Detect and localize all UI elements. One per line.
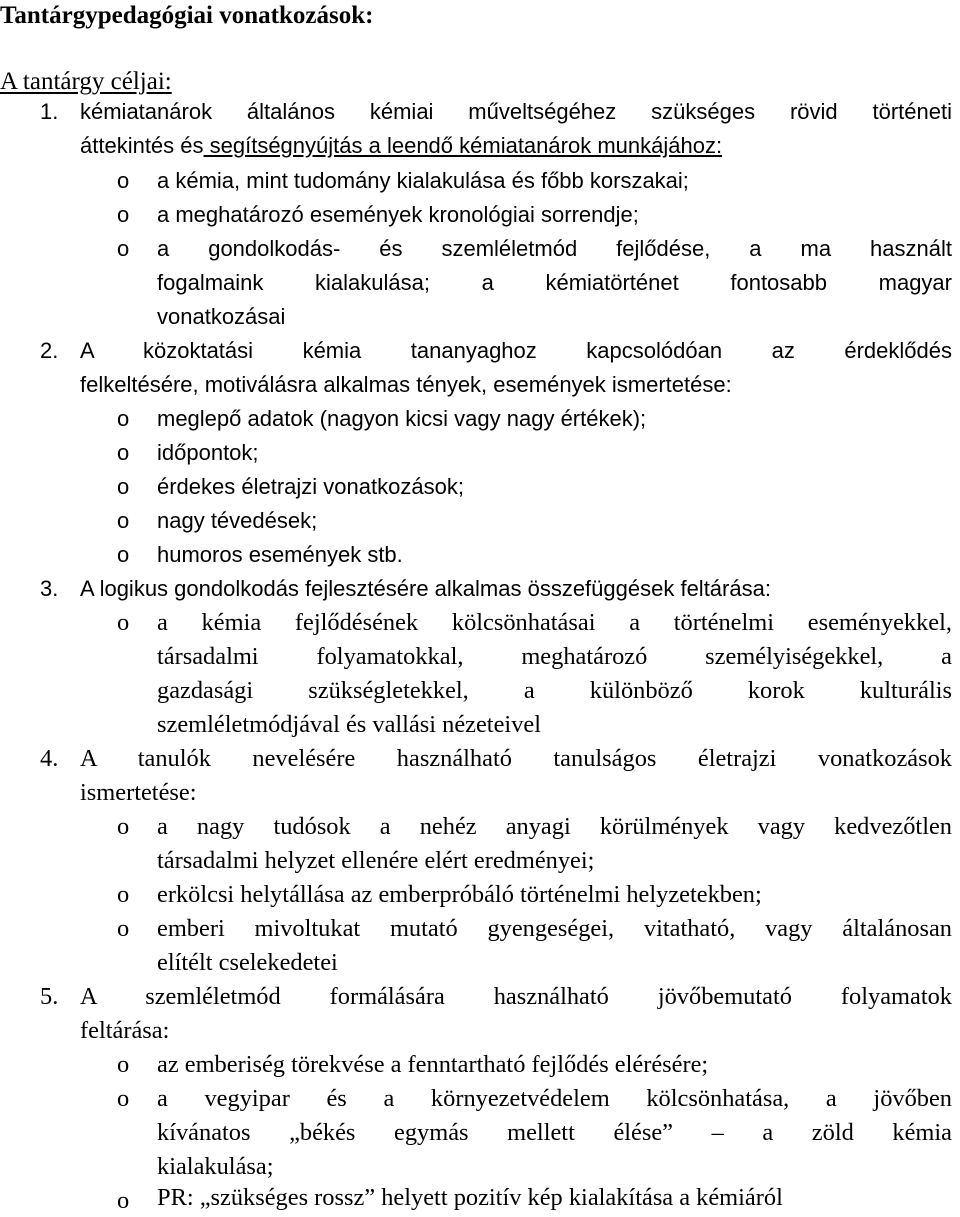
list-item: humoros események stb. bbox=[157, 542, 403, 567]
bullet-marker: o bbox=[117, 236, 130, 261]
item-1-line-1: kémiatanárok általános kémiai műveltségéhez szükséges rövid történeti bbox=[80, 99, 952, 124]
bullet-marker: o bbox=[117, 1187, 130, 1214]
list-item: erkölcsi helytállása az emberpróbáló történelmi helyzetekben; bbox=[157, 881, 762, 908]
list-item: a nagy tudósok a nehéz anyagi körülmények vagy kedvezőtlen bbox=[157, 813, 952, 840]
list-number-4: 4. bbox=[40, 745, 59, 772]
bullet-marker: o bbox=[117, 440, 130, 465]
list-item-continuation: kialakulása; bbox=[157, 1153, 274, 1180]
list-item: az emberiség törekvése a fenntartható fejlődés elérésére; bbox=[157, 1051, 709, 1078]
list-number-2: 2. bbox=[40, 338, 59, 363]
item-4-line-2: ismertetése: bbox=[80, 779, 197, 806]
list-item: a vegyipar és a környezetvédelem kölcsönhatása, a jövőben bbox=[157, 1085, 952, 1112]
bullet-marker: o bbox=[117, 881, 130, 908]
list-item-continuation: társadalmi folyamatokkal, meghatározó személyiségekkel, a bbox=[157, 643, 952, 670]
list-item: a meghatározó események kronológiai sorrendje; bbox=[157, 202, 639, 227]
item-2-line-2: felkeltésére, motiválásra alkalmas tények, események ismertetése: bbox=[80, 372, 732, 397]
item-1-line-2a: áttekintés és bbox=[80, 133, 204, 158]
list-item-continuation: kívánatos „békés egymás mellett élése” – a zöld kémia bbox=[157, 1119, 952, 1146]
item-1-line-2b: segítségnyújtás a leendő kémiatanárok munkájához: bbox=[203, 133, 723, 158]
list-item: időpontok; bbox=[157, 440, 259, 465]
list-item: emberi mivoltukat mutató gyengeségei, vitatható, vagy általánosan bbox=[157, 915, 952, 942]
item-1-line-2 bbox=[80, 130, 722, 162]
item-3-line-1: A logikus gondolkodás fejlesztésére alkalmas összefüggések feltárása: bbox=[80, 576, 771, 601]
list-item-continuation: elítélt cselekedetei bbox=[157, 949, 338, 976]
list-item: a gondolkodás- és szemléletmód fejlődése, a ma használt bbox=[157, 236, 952, 261]
bullet-marker: o bbox=[117, 813, 130, 840]
item-5-line-1: A szemléletmód formálására használható jövőbemutató folyamatok bbox=[80, 983, 952, 1010]
list-item-continuation: gazdasági szükségletekkel, a különböző korok kulturális bbox=[157, 677, 952, 704]
bullet-marker: o bbox=[117, 915, 130, 942]
bullet-marker: o bbox=[117, 406, 130, 431]
list-item: a kémia, mint tudomány kialakulása és főbb korszakai; bbox=[157, 168, 689, 193]
list-item: érdekes életrajzi vonatkozások; bbox=[157, 474, 464, 499]
bullet-marker: o bbox=[117, 1085, 130, 1112]
bullet-marker: o bbox=[117, 609, 130, 636]
list-item-continuation: társadalmi helyzet ellenére elért eredményei; bbox=[157, 847, 595, 874]
list-item: meglepő adatok (nagyon kicsi vagy nagy értékek); bbox=[157, 406, 647, 431]
bullet-marker: o bbox=[117, 1051, 130, 1078]
item-2-line-1: A közoktatási kémia tananyaghoz kapcsolódóan az érdeklődés bbox=[80, 338, 952, 363]
section-subtitle: A tantárgy céljai: bbox=[0, 68, 172, 95]
list-number-5: 5. bbox=[40, 983, 59, 1010]
item-5-line-2: feltárása: bbox=[80, 1017, 170, 1044]
item-4-line-1: A tanulók nevelésére használható tanulságos életrajzi vonatkozások bbox=[80, 745, 952, 772]
list-item: a kémia fejlődésének kölcsönhatásai a történelmi eseményekkel, bbox=[157, 609, 952, 636]
list-number-1: 1. bbox=[40, 99, 59, 124]
bullet-marker: o bbox=[117, 542, 130, 567]
bullet-marker: o bbox=[117, 168, 130, 193]
bullet-marker: o bbox=[117, 508, 130, 533]
list-item: PR: „szükséges rossz” helyett pozitív kép kialakítása a kémiáról bbox=[157, 1184, 783, 1211]
list-item: nagy tévedések; bbox=[157, 508, 318, 533]
document-title: Tantárgypedagógiai vonatkozások: bbox=[0, 2, 374, 29]
list-item-continuation: vonatkozásai bbox=[157, 304, 286, 329]
list-item-continuation: szemléletmódjával és vallási nézeteivel bbox=[157, 711, 541, 738]
bullet-marker: o bbox=[117, 202, 130, 227]
list-number-3: 3. bbox=[40, 576, 59, 601]
list-item-continuation: fogalmaink kialakulása; a kémiatörténet fontosabb magyar bbox=[157, 270, 952, 295]
bullet-marker: o bbox=[117, 474, 130, 499]
